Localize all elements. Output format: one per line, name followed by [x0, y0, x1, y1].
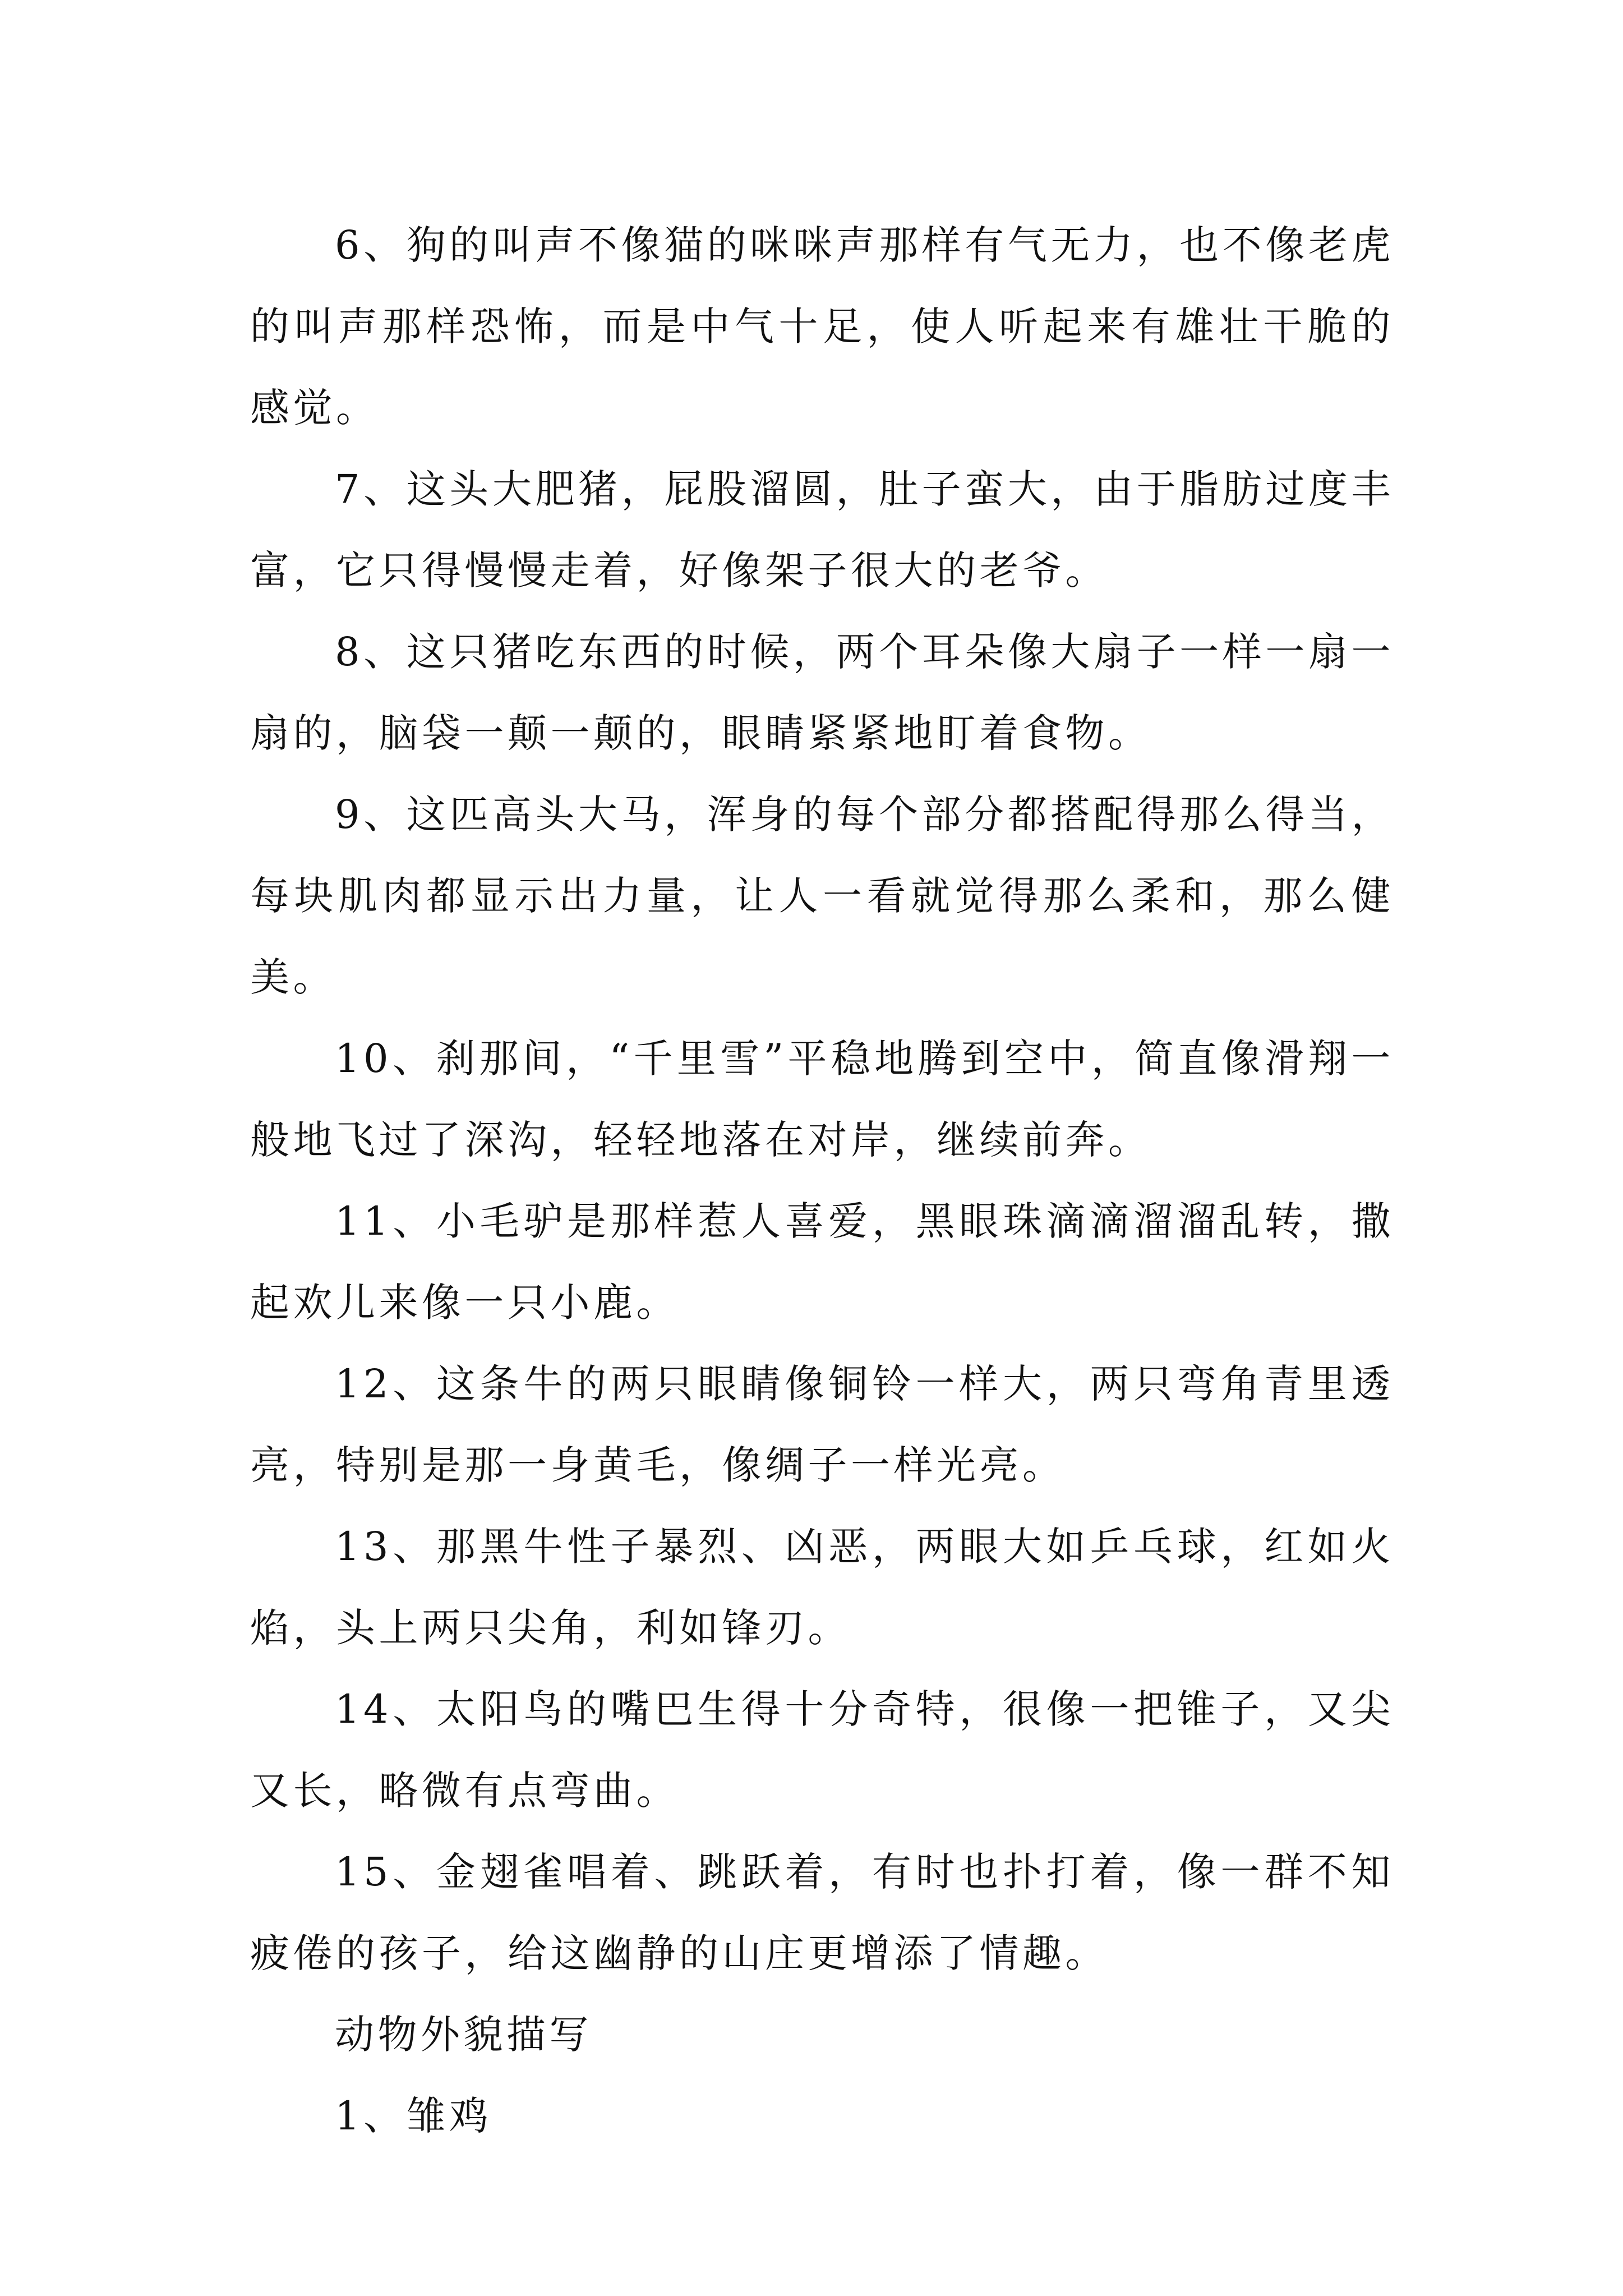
subheading-1-chick: 1、雏鸡	[335, 2093, 492, 2139]
paragraph-12-cattle-eyes: 12、这条牛的两只眼睛像铜铃一样大，两只弯角青里透亮，特别是那一身黄毛，像绸子一样光亮。	[250, 1361, 1394, 1488]
paragraph-10-qianlixue: 10、刹那间，“千里雪”平稳地腾到空中，简直像滑翔一般地飞过了深沟，轻轻地落在对岸，继续前奔。	[250, 1036, 1394, 1163]
document-body	[250, 205, 1394, 2157]
paragraph-6-dog-bark: 6、狗的叫声不像猫的咪咪声那样有气无力，也不像老虎的叫声那样恐怖，而是中气十足，使人听起来有雄壮干脆的感觉。	[250, 222, 1394, 431]
section-heading-animal-appearance: 动物外貌描写	[335, 2012, 592, 2058]
paragraph-8-pig-eating: 8、这只猪吃东西的时候，两个耳朵像大扇子一样一扇一扇的，脑袋一颠一颠的，眼睛紧紧地盯着食物。	[250, 629, 1394, 756]
paragraph-11-little-donkey: 11、小毛驴是那样惹人喜爱，黑眼珠滴滴溜溜乱转，撒起欢儿来像一只小鹿。	[250, 1198, 1394, 1326]
paragraph-13-black-bull: 13、那黑牛性子暴烈、凶恶，两眼大如乒乓球，红如火焰，头上两只尖角，利如锋刃。	[250, 1524, 1394, 1651]
paragraph-9-tall-horse: 9、这匹高头大马，浑身的每个部分都搭配得那么得当，每块肌肉都显示出力量，让人一看就觉得那么柔和，那么健美。	[250, 792, 1394, 1000]
paragraph-14-sunbird: 14、太阳鸟的嘴巴生得十分奇特，很像一把锥子，又尖又长，略微有点弯曲。	[250, 1686, 1394, 1814]
paragraph-7-fat-pig: 7、这头大肥猪，屁股溜圆，肚子蛮大，由于脂肪过度丰富，它只得慢慢走着，好像架子很大的老爷。	[250, 466, 1394, 593]
paragraph-15-goldfinch: 15、金翅雀唱着、跳跃着，有时也扑打着，像一群不知疲倦的孩子，给这幽静的山庄更增添了情趣。	[250, 1849, 1394, 1976]
